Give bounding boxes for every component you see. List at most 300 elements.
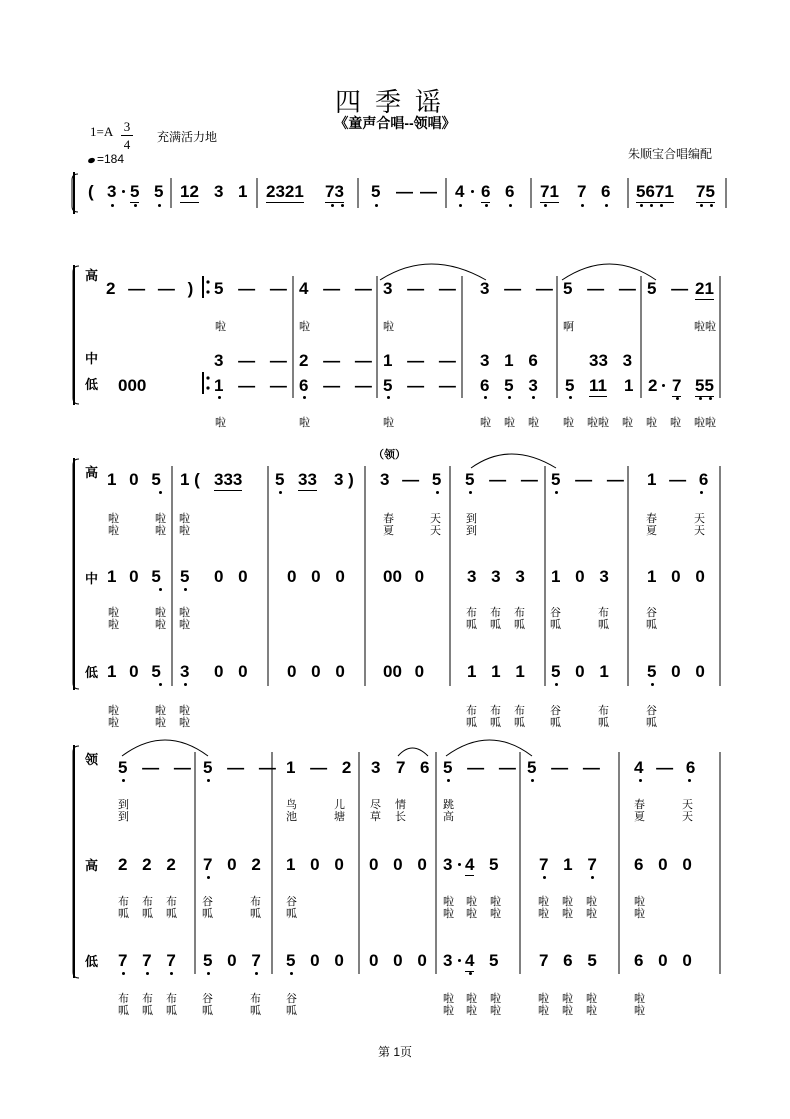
- lyric: 天: [694, 513, 705, 525]
- part-label-high: 高: [85, 858, 99, 873]
- lyric: 啦: [155, 607, 166, 619]
- low-rest: 00 0: [383, 662, 425, 681]
- lyric: 啦: [108, 717, 119, 729]
- lyric: 啦: [215, 417, 226, 429]
- lyric: 布: [118, 896, 129, 908]
- intro-notes: 73: [325, 182, 344, 201]
- low-rest: 0 0 0: [287, 662, 345, 681]
- low-measure: 1 1 1: [467, 662, 525, 681]
- lyric: 到: [118, 811, 129, 823]
- lyric: 啦: [538, 896, 549, 908]
- lyric: 长: [395, 811, 406, 823]
- lyric: 呱: [166, 908, 177, 920]
- octave-dot: [700, 204, 703, 207]
- low-measure: 5 0 7: [203, 951, 261, 970]
- octave-dot: [159, 491, 162, 494]
- lyric: 啦: [634, 896, 645, 908]
- low-measure: 7 6 5: [539, 951, 597, 970]
- lyric: 呱: [166, 1005, 177, 1017]
- high-note: 5: [275, 470, 285, 489]
- octave-dot: [543, 876, 546, 879]
- low-note: 3: [180, 662, 190, 681]
- slur: [380, 264, 486, 280]
- high-notes: 333: [214, 470, 243, 489]
- lyric: 春: [646, 513, 657, 525]
- lyric: 布: [466, 705, 477, 717]
- octave-dot: [484, 396, 487, 399]
- high-measure: 6 0 0: [634, 855, 692, 874]
- intro-note: 6: [601, 182, 611, 201]
- octave-dot: [688, 779, 691, 782]
- lyric: 啦: [490, 896, 501, 908]
- low-note: 5: [565, 376, 575, 395]
- lyric: 啦: [179, 705, 190, 717]
- part-label-low: 低: [85, 954, 99, 969]
- low-rest: 0 0 0: [369, 951, 427, 970]
- low-rest: 000: [118, 376, 147, 395]
- octave-dot: [710, 204, 713, 207]
- lyric: 谷: [202, 993, 213, 1005]
- lyric: 呱: [466, 717, 477, 729]
- lyric: 啦: [179, 607, 190, 619]
- octave-dot: [660, 204, 663, 207]
- lead-measure: 1 — 2: [286, 758, 352, 777]
- slur: [446, 740, 532, 756]
- part-label-high: 高: [85, 268, 99, 283]
- octave-dot: [111, 204, 114, 207]
- octave-dot: [605, 204, 608, 207]
- low-measure: 5 — —: [383, 376, 456, 395]
- lyric: 啦: [622, 417, 633, 429]
- augmentation-dot: [662, 384, 665, 387]
- lyric: 布: [598, 607, 609, 619]
- slur: [562, 264, 656, 280]
- lead-measure: 5 — —: [527, 758, 600, 777]
- lyric: 啦: [443, 993, 454, 1005]
- low-note: 4: [465, 951, 475, 970]
- low-measure: 6 0 0: [634, 951, 692, 970]
- lyric: 啦: [646, 417, 657, 429]
- lyric: 啦: [155, 525, 166, 537]
- lyric: 啦: [443, 1005, 454, 1017]
- intro-dash: —: [420, 182, 437, 201]
- augmentation-dot: [471, 190, 474, 193]
- high-measure: 3 — 5: [380, 470, 442, 489]
- lead-note: 7: [396, 758, 406, 777]
- high-measure: 7 1 7: [539, 855, 597, 874]
- lyric: 呱: [202, 1005, 213, 1017]
- mid-rest: 0 0: [214, 567, 248, 586]
- high-measure: 1 0 5: [107, 470, 161, 489]
- intro-note: 7: [577, 182, 587, 201]
- low-note: 5: [489, 951, 499, 970]
- octave-dot: [184, 683, 187, 686]
- lyric: 啦: [528, 417, 539, 429]
- augmentation-dot: [458, 863, 461, 866]
- lyric: 啦: [299, 321, 310, 333]
- octave-dot: [184, 588, 187, 591]
- lyric: 啦: [466, 1005, 477, 1017]
- lyric: 呱: [598, 717, 609, 729]
- lyric: 啦: [108, 607, 119, 619]
- high-measure: 5 — —: [563, 279, 636, 298]
- lyric: 谷: [646, 607, 657, 619]
- slur: [398, 748, 428, 756]
- low-measure: 1 0 5: [107, 662, 161, 681]
- lyric: 鸟: [286, 799, 297, 811]
- lyric: 啦: [443, 896, 454, 908]
- lyric: 布: [514, 705, 525, 717]
- lyric: 啦: [634, 993, 645, 1005]
- part-label-low: 低: [85, 377, 99, 392]
- repeat-dot: [206, 376, 209, 379]
- intro-note: 5: [154, 182, 164, 201]
- mid-measure: 3 1 6: [480, 351, 538, 370]
- lyric: 啦: [586, 1005, 597, 1017]
- lyric: 天: [682, 799, 693, 811]
- augmentation-dot: [122, 190, 125, 193]
- octave-dot: [331, 204, 334, 207]
- lyric: 啦: [179, 619, 190, 631]
- octave-dot: [279, 491, 282, 494]
- part-label-high: 高: [85, 465, 99, 480]
- lyric: 布: [598, 705, 609, 717]
- lyric: 呱: [514, 619, 525, 631]
- lyric: 啦: [466, 993, 477, 1005]
- octave-dot: [436, 491, 439, 494]
- lyric: 啦: [586, 908, 597, 920]
- lyric: 啦: [108, 619, 119, 631]
- lyric: 啦: [670, 417, 681, 429]
- intro-note: 6: [505, 182, 515, 201]
- lyric: 草: [370, 811, 381, 823]
- lyric: 啦: [179, 513, 190, 525]
- lyric: 春: [634, 799, 645, 811]
- high-note: 5: [489, 855, 499, 874]
- intro-note: 3: [214, 182, 224, 201]
- lyric: 谷: [550, 705, 561, 717]
- lyric: 啦: [466, 896, 477, 908]
- low-measure: 6 5 3: [480, 376, 538, 395]
- lead-note: 3: [371, 758, 381, 777]
- high-measure: 7 0 2: [203, 855, 261, 874]
- repeat-dot: [206, 290, 209, 293]
- octave-dot: [700, 491, 703, 494]
- lyric: 呱: [514, 717, 525, 729]
- octave-dot: [122, 779, 125, 782]
- lyric: 啦: [155, 619, 166, 631]
- mid-measure: 2 — —: [299, 351, 372, 370]
- octave-dot: [509, 204, 512, 207]
- arranger-credit: 朱顺宝合唱编配: [628, 147, 713, 161]
- lyric: 呱: [142, 908, 153, 920]
- low-note: 1: [624, 376, 634, 395]
- lead-mark: （领）: [373, 449, 406, 461]
- lyric: 到: [466, 513, 477, 525]
- lyric: 布: [250, 993, 261, 1005]
- lyric: 布: [490, 607, 501, 619]
- lyric: 啦: [179, 525, 190, 537]
- intro-notes: 2321: [266, 182, 304, 201]
- low-measure: 7 7 7: [118, 951, 176, 970]
- lyric: 池: [286, 811, 297, 823]
- lyric: 呱: [118, 1005, 129, 1017]
- tempo-value: =184: [97, 152, 125, 166]
- lyric: 布: [142, 993, 153, 1005]
- lead-measure: 5 — —: [203, 758, 276, 777]
- lyric: 呱: [118, 908, 129, 920]
- lyric: 夏: [646, 525, 657, 537]
- lyric: 啦: [634, 908, 645, 920]
- octave-dot: [469, 972, 472, 975]
- octave-dot: [290, 972, 293, 975]
- lyric: 啦: [443, 908, 454, 920]
- lyric: 塘: [334, 811, 345, 823]
- high-measure: 3 — —: [480, 279, 553, 298]
- intro-note: 3: [107, 182, 117, 201]
- part-label-low: 低: [85, 665, 99, 680]
- octave-dot: [699, 397, 702, 400]
- lyric: 啦: [480, 417, 491, 429]
- lyric: 啦: [490, 1005, 501, 1017]
- lyric: 呱: [250, 908, 261, 920]
- high-measure: 4 — —: [299, 279, 372, 298]
- high-measure: 2 2 2: [118, 855, 176, 874]
- mid-rest: 0 0 0: [287, 567, 345, 586]
- mid-measure: 1 0 5: [107, 567, 161, 586]
- low-note: 7: [672, 376, 682, 395]
- lyric: 布: [514, 607, 525, 619]
- part-label-mid: 中: [85, 571, 99, 586]
- high-note: 3 ): [334, 470, 354, 489]
- lyric: 啦: [383, 321, 394, 333]
- song-title: 四季谣: [334, 88, 455, 117]
- lyric: 啦: [563, 417, 574, 429]
- song-subtitle: 《童声合唱--领唱》: [334, 115, 456, 131]
- lyric: 啦啦: [694, 417, 716, 429]
- lyric: 呱: [490, 619, 501, 631]
- lyric: 啦: [155, 513, 166, 525]
- high-measure: 5 —: [647, 279, 689, 298]
- lyric: 啦: [538, 908, 549, 920]
- high-note: 4: [465, 855, 475, 874]
- octave-dot: [387, 396, 390, 399]
- octave-dot: [508, 396, 511, 399]
- mid-note: 5: [180, 567, 190, 586]
- low-measure: 5 0 1: [551, 662, 609, 681]
- octave-dot: [159, 683, 162, 686]
- lyric: 儿: [334, 799, 345, 811]
- lyric: 啦: [562, 1005, 573, 1017]
- lead-measure: 5 — —: [118, 758, 191, 777]
- lyric: 布: [118, 993, 129, 1005]
- lyric: 到: [118, 799, 129, 811]
- intro-note: 1: [238, 182, 248, 201]
- mid-measure: 33 3: [589, 351, 633, 370]
- intro-notes: 12: [180, 182, 199, 201]
- lyric: 呱: [490, 717, 501, 729]
- lyric: 啦: [490, 908, 501, 920]
- lyric: 啦: [215, 321, 226, 333]
- lyric: 布: [466, 607, 477, 619]
- lyric: 啦: [490, 993, 501, 1005]
- intro-note: 4: [455, 182, 465, 201]
- low-measure: 1 — —: [214, 376, 287, 395]
- intro-notes: 5671: [636, 182, 674, 201]
- high-measure: 5 — —: [465, 470, 538, 489]
- intro-notes: 75: [696, 182, 715, 201]
- augmentation-dot: [458, 959, 461, 962]
- octave-dot: [555, 683, 558, 686]
- lyric: 啦啦: [587, 417, 609, 429]
- lyric: 啦啦: [694, 321, 716, 333]
- high-measure: 5 — —: [551, 470, 624, 489]
- lyric: 啦: [155, 705, 166, 717]
- lyric: 谷: [286, 993, 297, 1005]
- high-measure: 3 — —: [383, 279, 456, 298]
- lyric: 啊: [563, 321, 574, 333]
- part-label-mid: 中: [85, 351, 99, 366]
- high-notes: 21: [695, 279, 714, 298]
- repeat-dot: [206, 386, 209, 389]
- lyric: 呱: [598, 619, 609, 631]
- lyric: 谷: [286, 896, 297, 908]
- low-note: 3: [443, 951, 453, 970]
- octave-dot: [544, 204, 547, 207]
- octave-dot: [158, 204, 161, 207]
- part-label-lead: 领: [85, 752, 99, 767]
- octave-dot: [341, 204, 344, 207]
- lyric: 布: [166, 896, 177, 908]
- lead-measure: 4 — 6: [634, 758, 696, 777]
- slur: [471, 454, 556, 468]
- high-measure: 1 (: [180, 470, 200, 489]
- repeat-dot: [206, 280, 209, 283]
- octave-dot: [303, 396, 306, 399]
- lyric: 春: [383, 513, 394, 525]
- lyric: 布: [142, 896, 153, 908]
- lead-note: 6: [420, 758, 430, 777]
- high-measure: 2 — — ): [106, 279, 194, 298]
- lyric: 天: [430, 525, 441, 537]
- low-measure: 6 — —: [299, 376, 372, 395]
- octave-dot: [676, 397, 679, 400]
- lyric: 呱: [646, 619, 657, 631]
- mid-measure: 3 — —: [214, 351, 287, 370]
- octave-dot: [207, 876, 210, 879]
- intro-dash: —: [396, 182, 413, 201]
- octave-dot: [207, 779, 210, 782]
- octave-dot: [581, 204, 584, 207]
- octave-dot: [146, 972, 149, 975]
- lyric: 呱: [286, 1005, 297, 1017]
- octave-dot: [591, 876, 594, 879]
- intro-notes: 71: [540, 182, 559, 201]
- lyric: 呱: [286, 908, 297, 920]
- lyric: 夏: [383, 525, 394, 537]
- octave-dot: [639, 779, 642, 782]
- high-notes: 33: [298, 470, 317, 489]
- intro-note: 5: [371, 182, 381, 201]
- octave-dot: [170, 972, 173, 975]
- lyric: 谷: [202, 896, 213, 908]
- octave-dot: [555, 491, 558, 494]
- lead-measure: 5 — —: [443, 758, 516, 777]
- lyric: 天: [694, 525, 705, 537]
- intro-note: 5: [130, 182, 140, 201]
- meter-top: 3: [123, 119, 131, 134]
- octave-dot: [134, 204, 137, 207]
- lyric: 夏: [634, 811, 645, 823]
- lyric: 呱: [646, 717, 657, 729]
- lyric: 啦: [586, 896, 597, 908]
- octave-dot: [459, 204, 462, 207]
- lyric: 呱: [142, 1005, 153, 1017]
- lyric: 呱: [250, 1005, 261, 1017]
- expression-mark: 充满活力地: [157, 130, 218, 144]
- high-rest: 0 0 0: [369, 855, 427, 874]
- lyric: 布: [490, 705, 501, 717]
- lyric: 啦: [108, 513, 119, 525]
- high-measure: 1 0 0: [286, 855, 344, 874]
- intro-note: 6: [481, 182, 491, 201]
- mid-rest: 00 0: [383, 567, 425, 586]
- intro-open-paren: (: [88, 182, 94, 201]
- octave-dot: [122, 972, 125, 975]
- lyric: 啦: [466, 908, 477, 920]
- page-number: 第 1页: [377, 1045, 412, 1059]
- lyric: 布: [250, 896, 261, 908]
- lyric: 呱: [202, 908, 213, 920]
- low-notes: 11: [589, 376, 607, 395]
- lyric: 啦: [155, 717, 166, 729]
- lyric: 啦: [108, 705, 119, 717]
- lyric: 啦: [634, 1005, 645, 1017]
- octave-dot: [640, 204, 643, 207]
- lyric: 天: [430, 513, 441, 525]
- low-note: 2: [648, 376, 658, 395]
- lyric: 啦: [586, 993, 597, 1005]
- lyric: 啦: [179, 717, 190, 729]
- lyric: 啦: [299, 417, 310, 429]
- lyric: 谷: [646, 705, 657, 717]
- meter-bottom: 4: [123, 137, 131, 152]
- octave-dot: [532, 396, 535, 399]
- high-measure: 5 — —: [214, 279, 287, 298]
- octave-dot: [569, 396, 572, 399]
- octave-dot: [650, 204, 653, 207]
- low-rest: 0 0: [214, 662, 248, 681]
- mid-measure: 3 3 3: [467, 567, 525, 586]
- octave-dot: [485, 204, 488, 207]
- octave-dot: [531, 779, 534, 782]
- mid-measure: 1 0 3: [551, 567, 609, 586]
- lyric: 呱: [466, 619, 477, 631]
- lyric: 到: [466, 525, 477, 537]
- octave-dot: [218, 396, 221, 399]
- lyric: 谷: [550, 607, 561, 619]
- lyric: 啦: [383, 417, 394, 429]
- lyric: 啦: [562, 896, 573, 908]
- high-measure: 1 — 6: [647, 470, 709, 489]
- lyric: 啦: [538, 993, 549, 1005]
- octave-dot: [375, 204, 378, 207]
- lyric: 跳: [443, 799, 454, 811]
- lyric: 啦: [538, 1005, 549, 1017]
- octave-dot: [651, 683, 654, 686]
- high-note: 3: [443, 855, 453, 874]
- low-measure: 5 0 0: [647, 662, 705, 681]
